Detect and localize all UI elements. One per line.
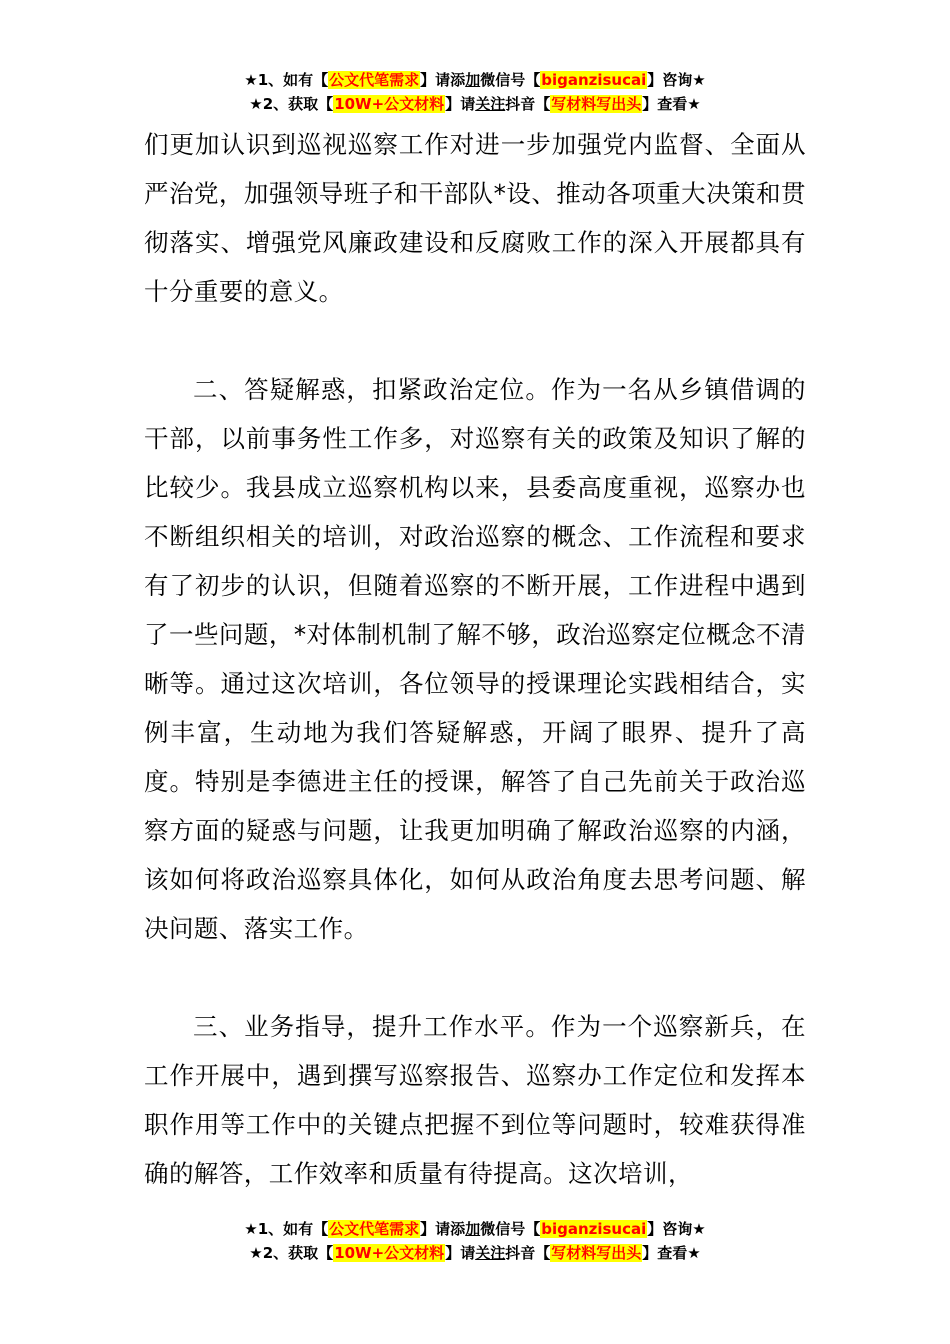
promo-text: 】咨询★: [647, 71, 706, 89]
header-promo-line-1: [0, 68, 950, 92]
promo-highlight: 10W+公文材料: [334, 95, 445, 113]
body-paragraph-section-3: 三、业务指导，提升工作水平。作为一个巡察新兵，在工作开展中，遇到撰写巡察报告、巡察办工作定位和发挥本职作用等工作中的关键点把握不到位等问题时，较难获得准确的解答，工作效率和质量有待提高。这次培训，: [144, 1012, 806, 1188]
promo-text: ★2、获取【: [249, 1244, 334, 1262]
promo-text: 】请: [445, 1244, 476, 1262]
promo-emphasis: 关注: [475, 95, 506, 113]
promo-text: 】查看★: [642, 95, 701, 113]
promo-emphasis: 加: [465, 71, 481, 89]
promo-douyin-id: 写材料写出头: [551, 1244, 642, 1262]
promo-text: 】咨询★: [647, 1220, 706, 1238]
promo-text: 】请添: [420, 71, 466, 89]
header-promo: [0, 68, 950, 116]
promo-text: ★1、如有【: [244, 71, 329, 89]
promo-wechat-id: biganzisucai: [541, 1220, 647, 1238]
body-paragraph: 们更加认识到巡视巡察工作对进一步加强党内监督、全面从严治党，加强领导班子和干部队*设、推动各项重大决策和贯彻落实、增强党风廉政建设和反腐败工作的深入开展都具有十分重要的意义。: [144, 130, 806, 306]
promo-text: ★2、获取【: [249, 95, 334, 113]
footer-promo-line-1: [0, 1217, 950, 1241]
promo-text: 抖音【: [505, 1244, 551, 1262]
promo-text: 】请添: [420, 1220, 466, 1238]
promo-text: 】请: [445, 95, 476, 113]
body-paragraph-section-2: 二、答疑解惑，扣紧政治定位。作为一名从乡镇借调的干部，以前事务性工作多，对巡察有关的政策及知识了解的比较少。我县成立巡察机构以来，县委高度重视，巡察办也不断组织相关的培训，对政治巡察的概念、工作流程和要求有了初步的认识，但随着巡察的不断开展，工作进程中遇到了一些问题，*对体制机制了解不够，政治巡察定位概念不清晰等。通过这次培训，各位领导的授课理论实践相结合，实例丰富，生动地为我们答疑解惑，开阔了眼界、提升了高度。特别是李德进主任的授课，解答了自己先前关于政治巡察方面的疑惑与问题，让我更加明确了解政治巡察的内涵，该如何将政治巡察具体化，如何从政治角度去思考问题、解决问题、落实工作。: [144, 375, 806, 943]
header-promo-line-2: [0, 92, 950, 116]
promo-emphasis: 关注: [475, 1244, 506, 1262]
document-body: [144, 120, 806, 1198]
footer-promo: [0, 1217, 950, 1265]
promo-text: 微信号【: [480, 1220, 541, 1238]
promo-douyin-id: 写材料写出头: [551, 95, 642, 113]
promo-highlight: 公文代笔需求: [329, 1220, 420, 1238]
paragraph-gap: [144, 953, 806, 1002]
promo-emphasis: 加: [465, 1220, 481, 1238]
promo-text: 】查看★: [642, 1244, 701, 1262]
promo-text: 微信号【: [480, 71, 541, 89]
promo-text: ★1、如有【: [244, 1220, 329, 1238]
paragraph-gap: [144, 316, 806, 365]
promo-highlight: 10W+公文材料: [334, 1244, 445, 1262]
footer-promo-line-2: [0, 1241, 950, 1265]
promo-text: 抖音【: [505, 95, 551, 113]
promo-highlight: 公文代笔需求: [329, 71, 420, 89]
promo-wechat-id: biganzisucai: [541, 71, 647, 89]
